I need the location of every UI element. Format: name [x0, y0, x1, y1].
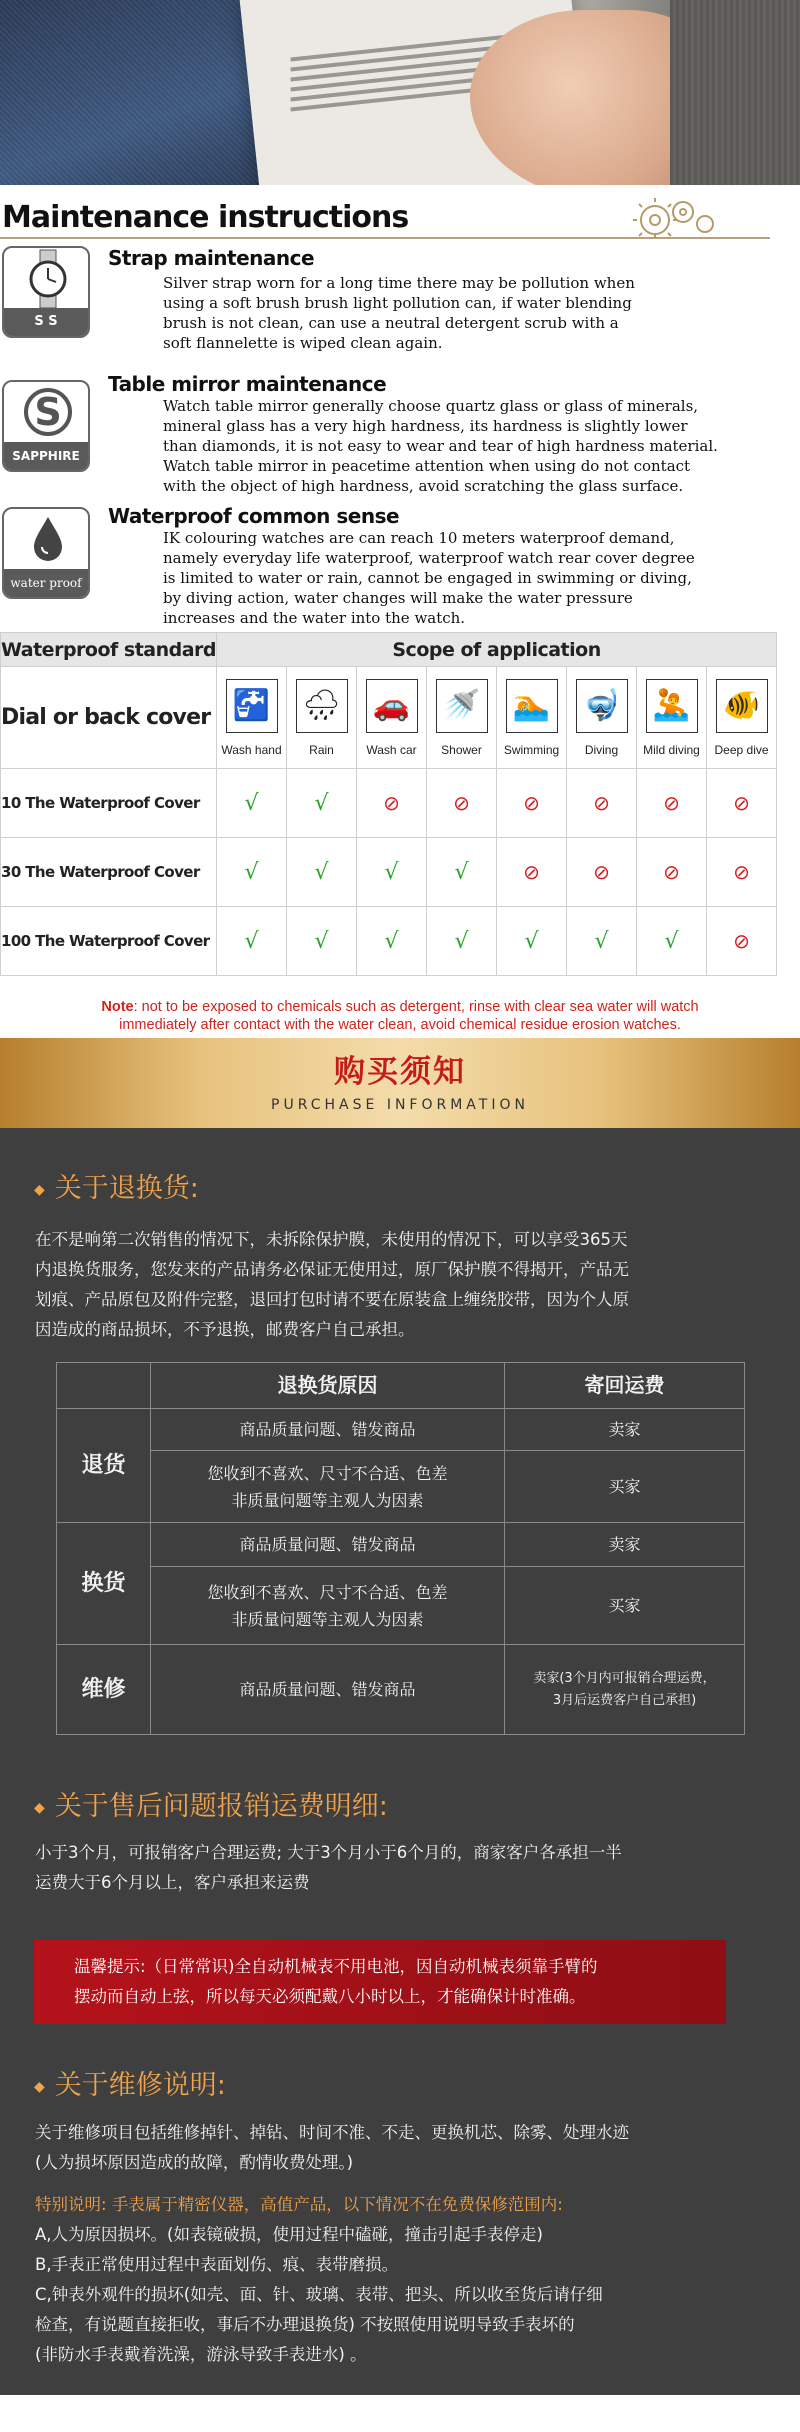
car-wash-icon: 🚗 [366, 679, 418, 733]
returns-heading: ◆ 关于退换货: [34, 1173, 199, 1204]
activity-rain: 🌧 Rain [287, 667, 357, 769]
dial-label: Dial or back cover [1, 667, 217, 769]
returns-text: 在不是响第二次销售的情况下，未拆除保护膜，未使用的情况下，可以享受365天 内退换货服务，您发来的产品请务必保证无使用过，原厂保护膜不得揭开，产品无 划痕、产品原包及附件完整，退回打包时请不要在原装盒上缠绕胶带，因为个人原 因造成的商品损坏，不予退换，邮费客户自己承担。 [35, 1230, 629, 1339]
mark: √ [427, 907, 497, 976]
special-note: 特别说明: 手表属于精密仪器，高值产品，以下情况不在免费保修范围内: [35, 2195, 563, 2214]
shipping: 卖家(3个月内可报销合理运费， 3月后运费客户自己承担) [505, 1645, 745, 1735]
mirror-heading: Table mirror maintenance [108, 372, 387, 396]
waterproof-table [0, 632, 776, 990]
purchase-info-section [0, 1128, 800, 2395]
mark: √ [427, 838, 497, 907]
diamond-icon: ◆ [34, 1181, 45, 1198]
kind-repair: 维修 [57, 1645, 151, 1735]
mark: √ [637, 907, 707, 976]
reason: 商品质量问题、错发商品 [151, 1409, 505, 1451]
mirror-maintenance [0, 370, 800, 507]
mark: ⊘ [707, 769, 777, 838]
kind-exchange: 换货 [57, 1523, 151, 1645]
hero-photo [0, 0, 800, 185]
shipping: 买家 [505, 1451, 745, 1523]
sapphire-glass-icon [2, 380, 90, 472]
watch-strap-icon [2, 246, 90, 338]
mark: √ [567, 907, 637, 976]
mark: ⊘ [427, 769, 497, 838]
diamond-icon: ◆ [34, 2078, 45, 2095]
waterproof-heading: Waterproof common sense [108, 504, 400, 528]
reason: 商品质量问题、错发商品 [151, 1523, 505, 1567]
mark: ⊘ [707, 907, 777, 976]
sapphire-icon-label: SAPPHIRE [4, 442, 88, 470]
mark: ⊘ [567, 838, 637, 907]
repair-heading: ◆ 关于维修说明: [34, 2070, 226, 2101]
water-drop-icon [2, 507, 90, 599]
mark: √ [217, 769, 287, 838]
activity-wash-hand: 🚰 Wash hand [217, 667, 287, 769]
row-label: 100 The Waterproof Cover [1, 907, 217, 976]
sapphire-letter: S [24, 388, 72, 436]
mild-diver-icon: 🤽 [646, 679, 698, 733]
shipping: 卖家 [505, 1523, 745, 1567]
activity-wash-car: 🚗 Wash car [357, 667, 427, 769]
activity-diving: 🤿 Diving [567, 667, 637, 769]
activity-mild-diving: 🤽 Mild diving [637, 667, 707, 769]
gray-fabric [670, 0, 800, 185]
faucet-icon: 🚰 [226, 679, 278, 733]
mark: √ [287, 838, 357, 907]
shipping: 卖家 [505, 1409, 745, 1451]
swimmer-icon: 🏊 [506, 679, 558, 733]
row-label: 10 The Waterproof Cover [1, 769, 217, 838]
banner-title-cn: 购买须知 [334, 1054, 466, 1090]
diamond-icon: ◆ [34, 1799, 45, 1816]
shower-icon: 🚿 [436, 679, 488, 733]
waterproof-text: IK colouring watches are can reach 10 meters waterproof demand, namely everyday life waterproof, waterproof watch rear cover degree is limited to water or rain, cannot be engaged in swimming or diving, by diving action, water changes will make the water pressure increases and the water into the watch. [163, 529, 695, 627]
mark: ⊘ [497, 769, 567, 838]
waterproof-icon-label: water proof [4, 569, 88, 597]
gears-icon [625, 190, 725, 240]
banner-title-en: PURCHASE INFORMATION [271, 1097, 529, 1113]
strap-heading: Strap maintenance [108, 246, 315, 270]
strap-text: Silver strap worn for a long time there may be pollution when using a soft brush brush light pollution can, if water blending brush is not clean, can use a neutral detergent scrub with a soft flannelette is wiped clean again. [163, 274, 635, 352]
col-shipping: 寄回运费 [505, 1363, 745, 1409]
shipping-reimb-heading: ◆ 关于售后问题报销运费明细: [34, 1791, 388, 1822]
mark: ⊘ [637, 769, 707, 838]
repair-text: 关于维修项目包括维修掉针、掉钻、时间不准、不走、更换机芯、除雾、处理水迹 (人为损坏原因造成的故障，酌情收费处理。) 特别说明: 手表属于精密仪器，高值产品，以下情况不在免费保修范围内: A,人为原因损坏。(如表镜破损，使用过程中磕碰，撞击引起手表停走) B,手表正常使用过程中表面划伤、痕、表带磨损。 C,钟表外观件的损坏(如壳、面、针、玻璃、表带、把头、所以收至货后请仔细 检查，有说题直接拒收，事后不办理退换货) 不按照使用说明导致手表坏的 (非防水手表戴着洗澡，游泳导致手表进水) 。 [35, 2118, 775, 2370]
strap-icon-label: S S [4, 308, 88, 336]
mark: ⊘ [707, 838, 777, 907]
mark: √ [357, 907, 427, 976]
row-100 [1, 907, 777, 976]
purchase-banner [0, 1038, 800, 1128]
mark: ⊘ [497, 838, 567, 907]
reason: 您收到不喜欢、尺寸不合适、色差 非质量问题等主观人为因素 [151, 1451, 505, 1523]
mark: √ [357, 838, 427, 907]
col-reason: 退换货原因 [151, 1363, 505, 1409]
warning-banner: 温馨提示:（日常常识)全自动机械表不用电池，因自动机械表须靠手臂的 摆动而自动上弦，所以每天必须配戴八小时以上，才能确保计时准确。 [34, 1940, 726, 2024]
returns-table [56, 1362, 745, 1735]
diver-icon: 🤿 [576, 679, 628, 733]
activity-swimming: 🏊 Swimming [497, 667, 567, 769]
rain-cloud-icon: 🌧 [296, 679, 348, 733]
note-label: Note [101, 999, 134, 1015]
waterproof-common-sense [0, 504, 800, 632]
mark: √ [217, 907, 287, 976]
mark: √ [287, 769, 357, 838]
mirror-text: Watch table mirror generally choose quartz glass or glass of minerals, mineral glass has a very high hardness, its hardness is slightly lower than diamonds, it is not easy to wear and tear of high hardness material. Watch table mirror in peacetime attention when using do not contact with the object of high hardness, avoid scratching the glass surface. [163, 397, 718, 495]
row-10 [1, 769, 777, 838]
shipping-reimb-text: 小于3个月，可报销客户合理运费; 大于3个月小于6个月的，商家客户各承担一半 运费大于6个月以上，客户承担来运费 [35, 1843, 622, 1892]
scope-header: Scope of application [217, 633, 777, 667]
kind-return: 退货 [57, 1409, 151, 1523]
reason: 商品质量问题、错发商品 [151, 1645, 505, 1735]
mark: ⊘ [637, 838, 707, 907]
mark: √ [497, 907, 567, 976]
activity-deep-dive: 🐠 Deep dive [707, 667, 777, 769]
note-line-1: : not to be exposed to chemicals such as detergent, rinse with clear sea water will watch [133, 999, 699, 1015]
deep-diver-icon: 🐠 [716, 679, 768, 733]
mark: √ [217, 838, 287, 907]
maintenance-section [0, 185, 800, 632]
mark: ⊘ [567, 769, 637, 838]
row-label: 30 The Waterproof Cover [1, 838, 217, 907]
corner-cell [57, 1363, 151, 1409]
mark: √ [287, 907, 357, 976]
chemical-note [0, 990, 800, 1038]
waterproof-standard-header: Waterproof standard [1, 633, 217, 667]
shipping: 买家 [505, 1567, 745, 1645]
strap-maintenance [0, 242, 800, 370]
mark: ⊘ [357, 769, 427, 838]
maintenance-title: Maintenance instructions [2, 200, 409, 235]
note-line-2: immediately after contact with the water clean, avoid chemical residue erosion watches. [119, 1017, 681, 1033]
activity-shower: 🚿 Shower [427, 667, 497, 769]
reason: 您收到不喜欢、尺寸不合适、色差 非质量问题等主观人为因素 [151, 1567, 505, 1645]
row-30 [1, 838, 777, 907]
